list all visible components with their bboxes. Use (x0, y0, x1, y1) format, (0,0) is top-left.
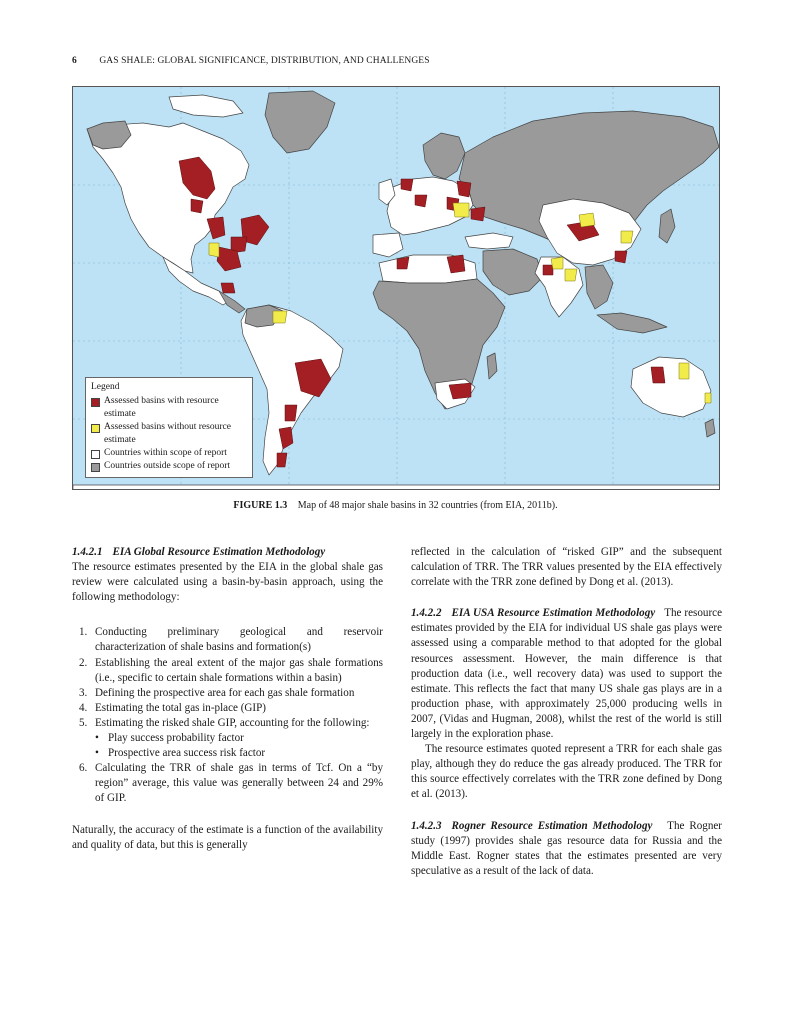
legend-label-red: Assessed basins with resource estimate (104, 396, 219, 419)
basin-baltic (457, 181, 471, 197)
basin-yellow-asia-east (621, 231, 633, 243)
basin-mexico-burgos (221, 283, 235, 293)
basin-yellow-pakistan (551, 257, 563, 269)
methodology-list (72, 625, 383, 806)
bullet-list (95, 731, 383, 761)
caption-label: FIGURE 1.3 (233, 500, 288, 511)
legend-swatch-yellow (91, 424, 100, 433)
basin-morocco (397, 257, 409, 269)
section-heading: 1.4.2.2 EIA USA Resource Estimation Methodology (411, 607, 656, 620)
list-item: 4. Estimating the total gas in-place (GIP) (79, 701, 266, 714)
list-item: 5. Estimating the risked shale GIP, accounting for the following: • Play success probability factor • Prospective area success risk factor (72, 716, 383, 761)
map-legend (85, 377, 253, 478)
basin-chaco (285, 405, 297, 421)
legend-swatch-white (91, 450, 100, 459)
basin-tarim (615, 251, 627, 263)
basin-india-cambay (543, 265, 553, 275)
basin-yellow-india (565, 269, 577, 281)
left-column (72, 545, 383, 853)
basin-horn-river (191, 199, 203, 213)
section-1422: 1.4.2.2 EIA USA Resource Estimation Methodology The resource estimates provided by the EIA for individual US shale gas plays were assessed using a comparable method to that adopted for the global resources assessment. However, the main difference is that production data (i.e., well recovery data) was used to support the estimate. This reflects the fact that many US shale gas plays are in a production phase, with approximately 25,000 producing wells in 2007, (Vidas and Hugman, 2008), whilst the rest of the world is still largely in the exploration phase. (411, 607, 722, 741)
basin-yellow-us-west (209, 243, 219, 257)
bullet-item: • Prospective area success risk factor (95, 747, 266, 760)
section-heading: 1.4.2.3 Rogner Resource Estimation Methodology (411, 819, 653, 832)
basin-paris (415, 195, 427, 207)
basin-north-sea (401, 179, 413, 191)
basin-yellow-central-europe (453, 203, 469, 217)
continued-paragraph: reflected in the calculation of “risked GIP” and the subsequent calculation of TRR. The TRR values presented by the EIA effectively correlate with the TRR zone defined by Dong et al. (2013). (411, 546, 722, 589)
figure-caption (0, 500, 791, 511)
list-item: 1. Conducting preliminary geological and reservoir characterization of shale basins and formation(s) (79, 626, 383, 654)
basin-karoo (449, 383, 471, 399)
closing-paragraph: Naturally, the accuracy of the estimate is a function of the availability and quality of data, but this is generally (72, 823, 383, 851)
page-number: 6 (72, 56, 77, 66)
caption-text: Map of 48 major shale basins in 32 countries (from EIA, 2011b). (297, 500, 558, 511)
legend-row-gray (91, 460, 247, 473)
legend-row-yellow (91, 421, 247, 447)
section-heading: 1.4.2.1 EIA Global Resource Estimation Methodology (72, 546, 326, 558)
list-item: 3. Defining the prospective area for each gas shale formation (79, 686, 355, 699)
right-column (411, 545, 722, 879)
section-intro: The resource estimates presented by the EIA in the global shale gas review were calculated using a basin-by-basin approach, using the following methodology: (72, 561, 383, 604)
legend-label-gray: Countries outside scope of report (104, 461, 231, 471)
basin-canning (651, 367, 665, 383)
bullet-item: • Play success probability factor (95, 732, 244, 745)
list-item: 6. Calculating the TRR of shale gas in terms of Tcf. On a “by region” average, this value was generally between 24 and 29% of GIP. (79, 762, 383, 805)
paragraph: The resource estimates quoted represent a TRR for each shale gas play, although they do reduce the gas already produced. The TRR for this source effectively correlates with the TRR zone defined by Dong et al. (2013). (411, 743, 722, 801)
running-head (72, 56, 430, 66)
legend-title: Legend (91, 382, 120, 392)
legend-swatch-gray (91, 463, 100, 472)
basin-yellow-australia-east (705, 393, 711, 403)
legend-swatch-red (91, 398, 100, 407)
basin-yellow-caspian (579, 213, 595, 227)
running-title: GAS SHALE: GLOBAL SIGNIFICANCE, DISTRIBUTION, AND CHALLENGES (99, 56, 430, 66)
legend-row-red (91, 395, 247, 421)
basin-ukraine (471, 207, 485, 221)
basin-yellow-australia (679, 363, 689, 379)
section-1423: 1.4.2.3 Rogner Resource Estimation Methodology The Rogner study (1997) provides shale gas resource data for Russia and the Middle East. Rogner states that the estimates presented are very speculative as a result of the lack of data. (411, 819, 722, 877)
legend-label-yellow: Assessed basins without resource estimate (104, 422, 231, 445)
section-1421 (72, 545, 383, 605)
legend-label-white: Countries within scope of report (104, 448, 227, 458)
basin-yellow-south-america (273, 311, 287, 323)
legend-row-white (91, 447, 247, 460)
basin-magallanes (277, 453, 287, 467)
shale-basin-world-map (72, 86, 720, 490)
list-item: 2. Establishing the areal extent of the major gas shale formations (i.e., specific to certain shale formations within a basin) (79, 656, 383, 684)
antarctica (73, 485, 720, 490)
